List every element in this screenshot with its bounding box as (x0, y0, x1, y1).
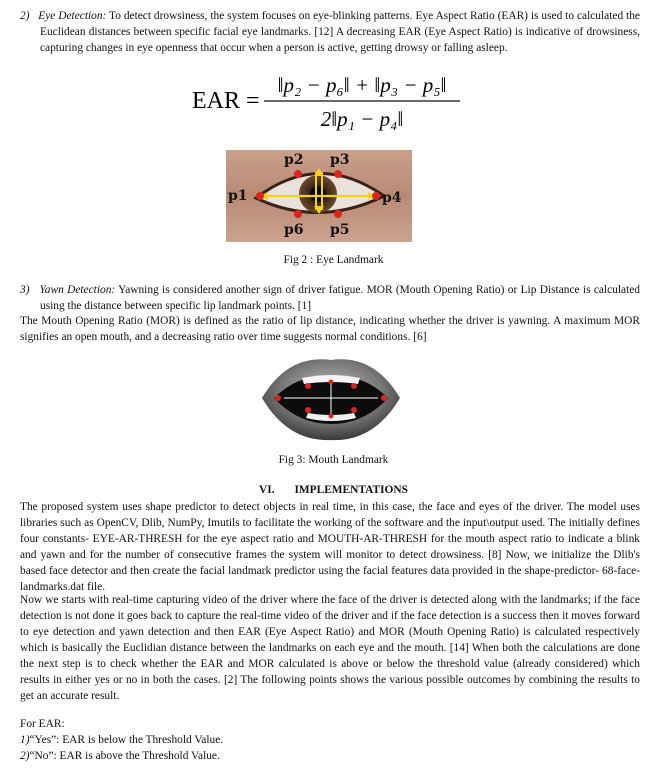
mouth-landmark-top (329, 380, 334, 385)
yawn-detection-paragraph (20, 282, 640, 314)
label-p4: p4 (382, 190, 402, 206)
outcome-number: 2) (20, 750, 30, 762)
ear-equation (190, 64, 490, 134)
landmark-p4 (372, 192, 380, 200)
eye-section-text: To detect drowsiness, the system focuses on eye-blinking patterns. Eye Aspect Ratio (EAR) is used to calculated the Euclidean distances between specific facial eye landmarks. [12] A decreasing EAR (Eye Aspect Ratio) is indicative of drowsiness, capturing changes in eye openness that occur when a person is active, getting drowsy or falling asleep. (40, 10, 640, 54)
mouth-landmark-figure (258, 352, 404, 444)
label-p1: p1 (228, 188, 248, 204)
landmark-p3 (334, 170, 342, 178)
yawn-section-title: Yawn Detection: (39, 284, 116, 296)
landmark-p5 (334, 210, 342, 218)
outcome-number: 1) (20, 734, 30, 746)
outcome-item (20, 732, 640, 748)
outcome-text: “No”: EAR is above the Threshold Value. (29, 750, 220, 762)
label-p5: p5 (330, 222, 350, 238)
mouth-landmark-bottom (329, 414, 334, 419)
yawn-section-number: 3) (20, 284, 30, 296)
mouth-landmark-5 (351, 407, 357, 413)
mor-paragraph: The Mouth Opening Ratio (MOR) is defined as the ratio of lip distance, indicating whether the driver is yawning. A maximum MOR signifies an open mouth, and a decreasing ratio over time suggests normal conditions. [6] (20, 315, 640, 343)
mouth-landmark-3 (351, 383, 357, 389)
mouth-landmark-6 (305, 407, 311, 413)
outcome-text: “Yes”: EAR is below the Threshold Value. (29, 734, 224, 746)
eye-section-number: 2) (20, 10, 30, 22)
equation-lhs: EAR = (192, 88, 260, 114)
mouth-landmark-2 (305, 383, 311, 389)
landmark-p2 (294, 170, 302, 178)
yawn-section-text: Yawning is considered another sign of driver fatigue. MOR (Mouth Opening Ratio) or Lip Distance is calculated using the distance between specific lip landmark points. [1] (40, 284, 640, 312)
label-p2: p2 (284, 152, 304, 168)
equation-denominator: 2‖p₁ − p₄‖ (320, 107, 404, 131)
mouth-landmark-1 (275, 395, 281, 401)
eye-section-title: Eye Detection: (38, 10, 107, 22)
outcome-item (20, 748, 640, 764)
equation-numerator: ‖p₂ − p₆‖ + ‖p₃ − p₅‖ (277, 73, 447, 97)
for-ear-label: For EAR: (20, 718, 65, 730)
mouth-landmark-4 (381, 395, 387, 401)
landmark-p6 (294, 210, 302, 218)
section-heading: VI. IMPLEMENTATIONS (259, 484, 408, 496)
fig2-caption: Fig 2 : Eye Landmark (283, 254, 384, 266)
pupil-icon (310, 186, 326, 202)
fig3-caption: Fig 3: Mouth Landmark (278, 454, 389, 466)
eye-landmark-figure (226, 150, 412, 242)
label-p6: p6 (284, 222, 304, 238)
label-p3: p3 (330, 152, 350, 168)
landmark-p1 (256, 192, 264, 200)
implementation-paragraph-2: Now we starts with real-time capturing video of the driver where the face of the driver is detected along with the landmarks; if the face detection is not done it goes back to capture the real-time video of the driver and if the face detection is a success then it moves forward to eye detection and yawn detection and then EAR (Eye Aspect Ratio) and MOR (Mouth Opening Ratio) is calculated respectively which is basically the Euclidian distance between the landmarks on each eye and the mouth. [14] When both the calculations are done the next step is to check whether the EAR and MOR calculated is above or below the threshold value (already considered) which results in either yes or no in both the cases. [2] The following points shows the various possible outcomes by combining the results to get an accurate result. (20, 594, 640, 702)
implementation-paragraph-1: The proposed system uses shape predictor to detect objects in real time, in this case, the face and eyes of the driver. The model uses libraries such as OpenCV, Dlib, NumPy, Imutils to facilitate the working of the software and the input\output used. The initially defines four constants- EYE-AR-THRESH for the eye aspect ratio and MOUTH-AR-THRESH for the mouth aspect ratio to indicate a blink and yawn and for the number of consecutive frames the system will monitor to detect drowsiness. [8] Now, we initialize the Dlib's based face detector and then create the facial landmark predictor using the facial features data provided in the shape-predictor- 68-face-landmarks.dat file. (20, 501, 640, 593)
eye-detection-paragraph (20, 8, 640, 56)
